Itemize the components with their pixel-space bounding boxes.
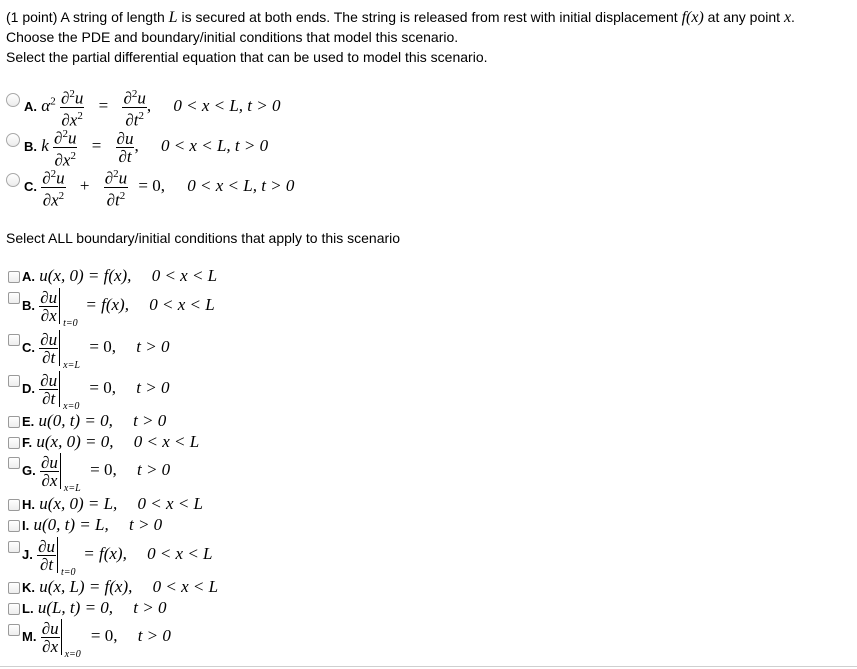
bc-domain: t > 0 xyxy=(137,625,171,645)
bc-domain: 0 < x < L xyxy=(152,577,219,596)
pde-option-a[interactable] xyxy=(24,86,280,128)
pde-domain: 0 < x < L, t > 0 xyxy=(187,176,295,196)
bc-option-l[interactable] xyxy=(22,598,167,618)
exp: 2 xyxy=(138,109,144,122)
evaluation-bar xyxy=(61,619,81,660)
eval-point: t=0 xyxy=(61,567,76,578)
den: ∂t xyxy=(39,554,54,574)
num: ∂u xyxy=(40,370,58,390)
bc-option-f[interactable] xyxy=(22,432,199,452)
var: u xyxy=(137,88,146,108)
evaluation-bar xyxy=(59,288,78,329)
eval-point: t=0 xyxy=(63,318,78,329)
option-letter: H. xyxy=(22,497,35,512)
option-letter: B. xyxy=(22,297,35,313)
num: ∂u xyxy=(116,128,134,148)
bc-rhs: = f(x), xyxy=(85,294,129,314)
den: ∂x xyxy=(42,636,59,656)
bc-option-a-checkbox[interactable] xyxy=(8,271,20,283)
bc-option-b-checkbox[interactable] xyxy=(8,292,20,304)
bc-domain: 0 < x < L xyxy=(149,294,215,314)
den: ∂t xyxy=(42,388,56,408)
bc-option-d[interactable] xyxy=(22,370,170,412)
den: ∂t xyxy=(106,190,120,210)
statement-text: at any point xyxy=(703,9,784,25)
pde-domain: 0 < x < L, t > 0 xyxy=(160,136,269,156)
bc-rhs: = f(x), xyxy=(83,543,127,563)
d2u-dx2-fraction xyxy=(60,86,84,128)
statement-text: is secured at both ends. The string is released from rest with initial displacement xyxy=(177,9,682,25)
bc-option-j[interactable] xyxy=(22,536,213,578)
den: ∂x xyxy=(41,470,58,490)
bc-domain: 0 < x < L xyxy=(151,266,218,285)
bc-domain: t > 0 xyxy=(133,598,167,617)
du-dt-fraction xyxy=(37,538,56,573)
bc-option-k-checkbox[interactable] xyxy=(8,582,20,594)
pde-option-c[interactable] xyxy=(24,166,294,208)
du-dx-fraction xyxy=(41,620,60,655)
bc-rhs: = 0, xyxy=(90,625,118,645)
pde-question: Select the partial differential equation that can be used to model this scenario. xyxy=(6,49,488,65)
equals-sign: = xyxy=(91,136,102,156)
bc-option-i-checkbox[interactable] xyxy=(8,520,20,532)
pde-option-b[interactable] xyxy=(24,126,268,168)
var: u xyxy=(74,88,84,108)
num: ∂u xyxy=(40,452,58,472)
problem-statement-line2: Choose the PDE and boundary/initial conditions that model this scenario. xyxy=(6,29,459,45)
d2u-dt2-fraction xyxy=(104,166,128,208)
bc-rhs: = 0, xyxy=(89,377,116,397)
bc-domain: t > 0 xyxy=(128,515,163,534)
option-letter: M. xyxy=(22,628,37,644)
bc-option-m[interactable] xyxy=(22,618,171,660)
comma: , xyxy=(146,96,152,116)
exp: 2 xyxy=(70,149,76,162)
du-dt-fraction xyxy=(39,331,58,366)
bc-domain: 0 < x < L xyxy=(137,494,203,513)
du-dt-fraction xyxy=(116,130,135,165)
partial-symbol: ∂ xyxy=(104,168,114,188)
bc-question: Select ALL boundary/initial conditions that apply to this scenario xyxy=(6,230,401,246)
partial-symbol: ∂ xyxy=(54,128,63,148)
eval-point: x=L xyxy=(63,360,80,371)
den: ∂x xyxy=(42,190,59,210)
bc-option-j-checkbox[interactable] xyxy=(8,541,20,553)
option-letter: C. xyxy=(22,339,35,355)
bc-expr: u(x, L) = f(x), xyxy=(39,577,133,596)
bc-expr: u(0, t) = L, xyxy=(33,515,109,534)
num: ∂u xyxy=(38,536,55,556)
du-dx-fraction xyxy=(40,454,59,489)
bc-domain: t > 0 xyxy=(136,336,170,356)
option-letter: K. xyxy=(22,580,35,595)
option-letter: F. xyxy=(22,435,33,450)
exp: 2 xyxy=(77,109,83,122)
evaluation-bar xyxy=(60,453,81,494)
coef-k: k xyxy=(41,136,49,156)
statement-text: . xyxy=(791,9,795,25)
num: ∂u xyxy=(40,329,58,349)
den: ∂t xyxy=(125,110,139,130)
option-letter: A. xyxy=(24,99,37,115)
bc-option-a[interactable] xyxy=(22,266,217,286)
points-label: (1 point) xyxy=(6,9,58,25)
option-letter: E. xyxy=(22,414,35,429)
exp: 2 xyxy=(50,168,57,180)
bc-option-c[interactable] xyxy=(22,329,170,371)
bc-option-c-checkbox[interactable] xyxy=(8,334,20,346)
var: u xyxy=(118,168,128,188)
du-dt-fraction xyxy=(39,372,58,407)
bc-option-i[interactable] xyxy=(22,515,162,535)
bc-option-e-checkbox[interactable] xyxy=(8,416,20,428)
bc-option-h-checkbox[interactable] xyxy=(8,499,20,511)
bc-domain: t > 0 xyxy=(133,411,167,430)
pde-option-a-radio[interactable] xyxy=(6,93,20,107)
den: ∂x xyxy=(54,150,71,170)
den: ∂t xyxy=(42,347,56,367)
option-letter: D. xyxy=(22,380,35,396)
coef-exp: 2 xyxy=(50,95,56,108)
bc-option-k[interactable] xyxy=(22,577,218,597)
den: ∂x xyxy=(61,110,78,130)
eval-point: x=0 xyxy=(64,649,81,660)
bc-option-b[interactable] xyxy=(22,287,215,329)
equals-sign: = xyxy=(98,96,109,116)
comma: , xyxy=(134,136,139,156)
bc-option-g[interactable] xyxy=(22,452,171,494)
eval-point: x=0 xyxy=(63,401,80,412)
bc-option-g-checkbox[interactable] xyxy=(8,457,20,469)
option-letter: L. xyxy=(22,601,34,616)
exp: 2 xyxy=(131,88,138,100)
num: ∂u xyxy=(41,618,59,638)
den: ∂t xyxy=(118,146,132,166)
bc-expr: u(0, t) = 0, xyxy=(38,411,113,430)
bc-expr: u(x, 0) = 0, xyxy=(36,432,114,451)
bc-domain: t > 0 xyxy=(136,377,170,397)
option-letter: A. xyxy=(22,269,35,284)
bc-domain: 0 < x < L xyxy=(147,543,213,563)
bc-expr: u(L, t) = 0, xyxy=(37,598,114,617)
equals-zero: = 0, xyxy=(138,176,165,196)
pde-option-b-radio[interactable] xyxy=(6,133,20,147)
du-dx-fraction xyxy=(39,289,58,324)
pde-domain: 0 < x < L, t > 0 xyxy=(173,96,281,116)
plus-sign: + xyxy=(79,176,90,196)
exp: 2 xyxy=(69,88,75,100)
option-letter: B. xyxy=(24,139,37,155)
bc-domain: t > 0 xyxy=(136,459,171,479)
partial-symbol: ∂ xyxy=(42,168,51,188)
pde-option-c-radio[interactable] xyxy=(6,173,20,187)
bc-option-e[interactable] xyxy=(22,411,166,431)
option-letter: J. xyxy=(22,546,33,562)
exp: 2 xyxy=(58,189,65,202)
bc-option-m-checkbox[interactable] xyxy=(8,624,20,636)
den: ∂x xyxy=(40,305,57,325)
statement-var: L xyxy=(168,9,178,26)
bottom-divider xyxy=(0,666,857,667)
bc-option-h[interactable] xyxy=(22,494,203,514)
option-letter: I. xyxy=(22,518,30,533)
bc-expr: u(x, 0) = L, xyxy=(39,494,118,513)
d2u-dt2-fraction xyxy=(122,86,146,128)
problem-statement-line1 xyxy=(6,9,795,26)
option-letter: C. xyxy=(24,179,37,195)
bc-rhs: = 0, xyxy=(90,459,117,479)
exp: 2 xyxy=(62,128,68,140)
bc-option-d-checkbox[interactable] xyxy=(8,375,20,387)
evaluation-bar xyxy=(59,371,80,412)
bc-option-f-checkbox[interactable] xyxy=(8,437,20,449)
coef-alpha: α xyxy=(41,96,51,116)
statement-var: f(x) xyxy=(681,9,704,26)
bc-rhs: = 0, xyxy=(89,336,116,356)
evaluation-bar xyxy=(57,537,76,578)
var: u xyxy=(67,128,77,148)
d2u-dx2-fraction xyxy=(53,126,77,168)
bc-expr: u(x, 0) = f(x), xyxy=(39,266,132,285)
var: u xyxy=(56,168,65,188)
statement-text: A string of length xyxy=(60,9,169,25)
partial-symbol: ∂ xyxy=(60,88,70,108)
bc-option-l-checkbox[interactable] xyxy=(8,603,20,615)
evaluation-bar xyxy=(59,330,80,371)
option-letter: G. xyxy=(22,462,36,478)
statement-var: x xyxy=(783,9,792,26)
bc-domain: 0 < x < L xyxy=(133,432,200,451)
exp: 2 xyxy=(119,189,126,202)
d2u-dx2-fraction xyxy=(41,166,65,208)
num: ∂u xyxy=(40,287,58,307)
partial-symbol: ∂ xyxy=(123,88,132,108)
exp: 2 xyxy=(113,168,119,180)
eval-point: x=L xyxy=(63,483,81,494)
